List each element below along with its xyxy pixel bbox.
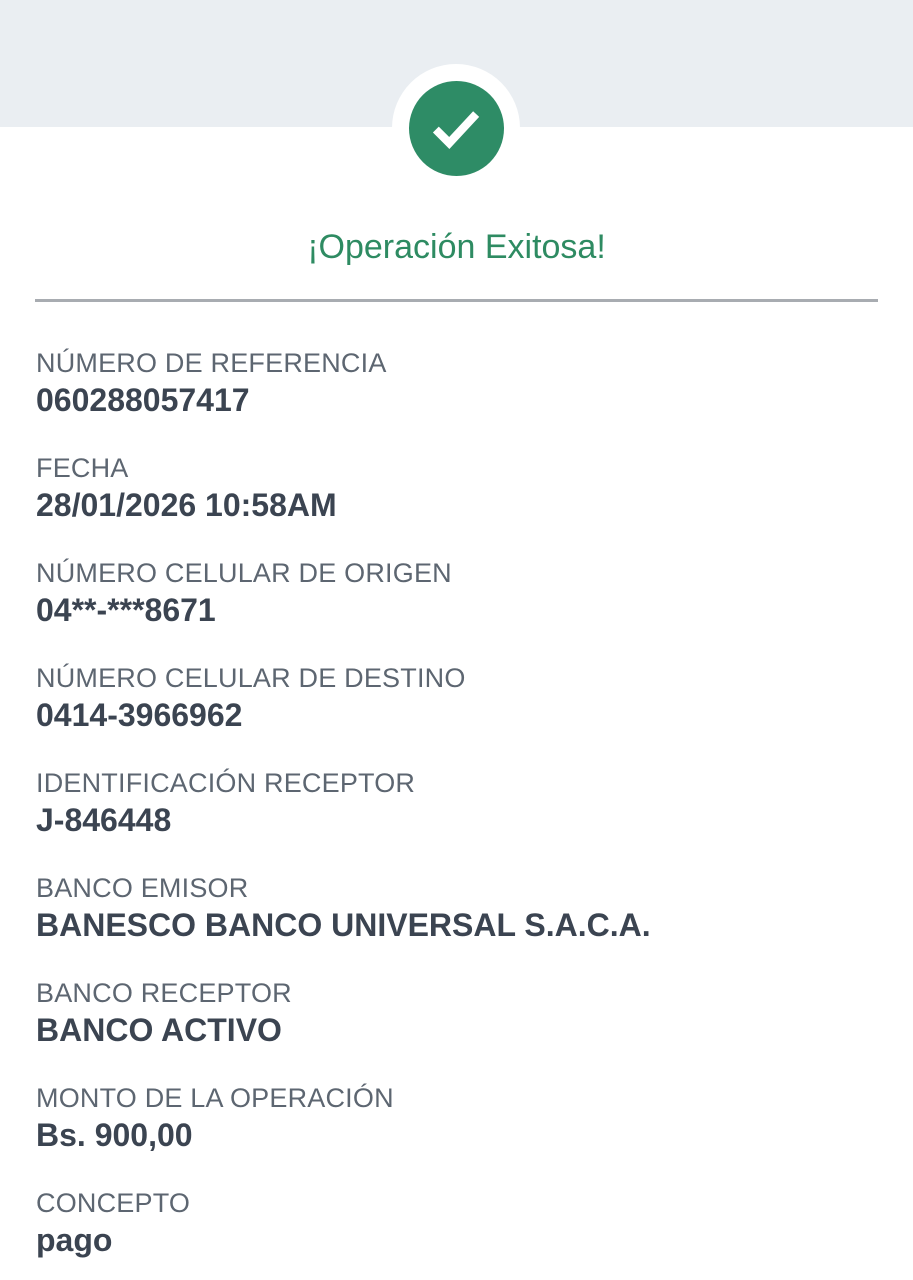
- field-label: CONCEPTO: [36, 1188, 191, 1218]
- field-label: IDENTIFICACIÓN RECEPTOR: [36, 768, 416, 798]
- field-row-issuing-bank: [36, 871, 877, 945]
- field-label: MONTO DE LA OPERACIÓN: [36, 1083, 394, 1113]
- field-value: 04**-***8671: [36, 592, 216, 628]
- field-label: NÚMERO CELULAR DE ORIGEN: [36, 558, 452, 588]
- field-value: BANCO ACTIVO: [36, 1012, 282, 1048]
- success-title: ¡Operación Exitosa!: [307, 228, 606, 266]
- field-row-receiver-id: [36, 766, 877, 840]
- field-row-origin-phone: [36, 556, 877, 630]
- field-value: Bs. 900,00: [36, 1117, 193, 1153]
- field-row-concept: [36, 1186, 877, 1260]
- field-row-amount: [36, 1081, 877, 1155]
- field-value: BANESCO BANCO UNIVERSAL S.A.C.A.: [36, 907, 651, 943]
- receipt-fields: [36, 346, 877, 1260]
- field-value: pago: [36, 1222, 113, 1258]
- field-label: BANCO EMISOR: [36, 873, 249, 903]
- field-value: 060288057417: [36, 382, 250, 418]
- field-row-date: [36, 451, 877, 525]
- field-value: 0414-3966962: [36, 697, 243, 733]
- field-row-reference: [36, 346, 877, 420]
- field-value: J-846448: [36, 802, 172, 838]
- field-label: FECHA: [36, 453, 129, 483]
- success-badge: [392, 64, 520, 192]
- success-badge-circle: [409, 81, 504, 176]
- check-icon: [425, 97, 487, 159]
- field-row-receiving-bank: [36, 976, 877, 1050]
- field-row-destination-phone: [36, 661, 877, 735]
- field-label: BANCO RECEPTOR: [36, 978, 292, 1008]
- field-value: 28/01/2026 10:58AM: [36, 487, 337, 523]
- field-label: NÚMERO DE REFERENCIA: [36, 348, 387, 378]
- field-label: NÚMERO CELULAR DE DESTINO: [36, 663, 466, 693]
- divider: [35, 299, 878, 302]
